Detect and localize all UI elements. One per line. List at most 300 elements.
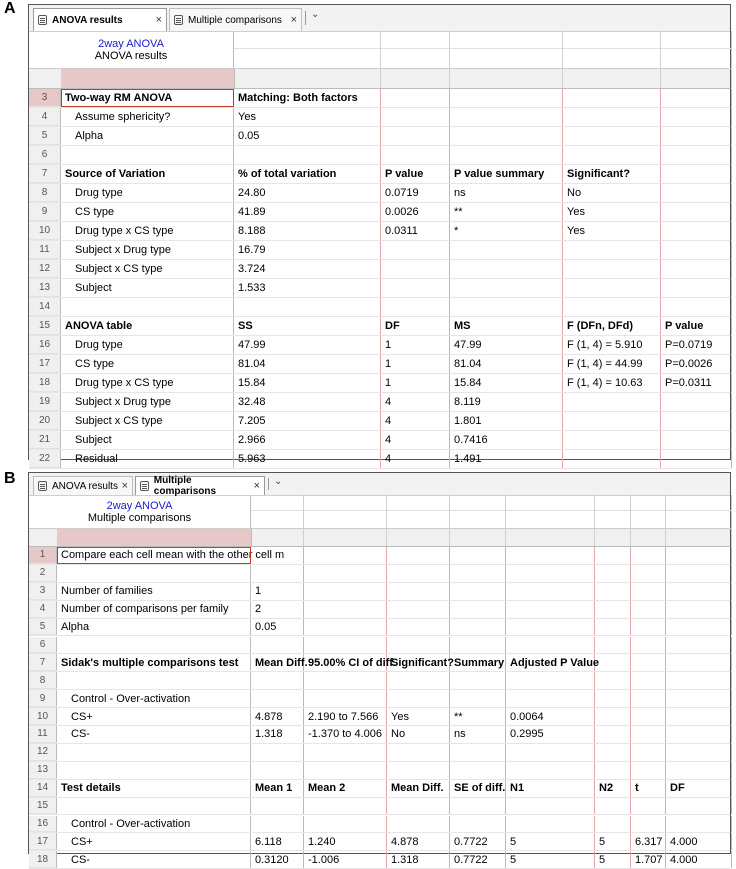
data-cell[interactable]: Mean 2 (304, 780, 387, 797)
row-label-cell[interactable] (57, 565, 251, 582)
data-cell[interactable] (450, 762, 506, 779)
row-label-cell[interactable] (57, 637, 251, 654)
data-cell[interactable] (450, 583, 506, 600)
column-title-cell[interactable] (450, 529, 506, 546)
data-cell[interactable]: 0.7416 (450, 431, 563, 449)
close-icon[interactable]: × (121, 480, 128, 492)
data-cell[interactable]: 2 (251, 601, 304, 618)
row-label-cell[interactable]: CS+ (57, 708, 251, 725)
data-cell[interactable] (666, 637, 732, 654)
data-cell[interactable] (450, 127, 563, 145)
data-cell[interactable] (506, 816, 595, 833)
data-cell[interactable]: 1 (381, 336, 450, 354)
data-cell[interactable]: Adjusted P Value (506, 654, 595, 671)
data-cell[interactable] (666, 762, 732, 779)
tab-anova-results[interactable] (33, 476, 133, 495)
data-cell[interactable] (563, 412, 661, 430)
data-cell[interactable] (251, 565, 304, 582)
data-cell[interactable] (563, 127, 661, 145)
data-cell[interactable] (661, 146, 732, 164)
data-cell[interactable] (381, 241, 450, 259)
data-cell[interactable]: 1.240 (304, 833, 387, 850)
row-label-cell[interactable]: CS- (57, 726, 251, 743)
data-cell[interactable] (661, 108, 732, 126)
data-cell[interactable]: 95.00% CI of diff. (304, 654, 387, 671)
row-label-cell[interactable] (57, 762, 251, 779)
data-cell[interactable]: DF (381, 317, 450, 335)
data-cell[interactable]: 1 (381, 374, 450, 392)
data-cell[interactable] (661, 431, 732, 449)
data-cell[interactable] (506, 619, 595, 636)
row-number[interactable]: 21 (29, 431, 61, 449)
column-title-selected[interactable] (61, 69, 235, 88)
data-cell[interactable] (661, 203, 732, 221)
data-cell[interactable] (251, 762, 304, 779)
column-title-cell[interactable] (666, 529, 732, 546)
data-cell[interactable]: 5 (506, 833, 595, 850)
data-cell[interactable] (251, 816, 304, 833)
data-cell[interactable] (506, 744, 595, 761)
column-header-cell[interactable] (506, 495, 595, 529)
data-cell[interactable] (563, 298, 661, 316)
data-cell[interactable]: 81.04 (450, 355, 563, 373)
row-number[interactable]: 7 (29, 165, 61, 183)
data-cell[interactable] (595, 565, 631, 582)
data-cell[interactable] (251, 672, 304, 689)
row-number[interactable]: 6 (29, 146, 61, 164)
row-number[interactable]: 8 (29, 184, 61, 202)
row-label-cell[interactable]: ANOVA table (61, 317, 234, 335)
data-cell[interactable]: 4.000 (666, 851, 732, 868)
data-cell[interactable]: F (DFn, DFd) (563, 317, 661, 335)
row-label-cell[interactable]: Subject (61, 431, 234, 449)
row-number[interactable]: 13 (29, 762, 57, 779)
data-cell[interactable] (304, 637, 387, 654)
data-cell[interactable]: 5.963 (234, 450, 381, 468)
row-label-cell[interactable]: Alpha (61, 127, 234, 145)
data-cell[interactable] (304, 672, 387, 689)
row-label-cell[interactable]: Sidak's multiple comparisons test (57, 654, 251, 671)
data-cell[interactable] (661, 127, 732, 145)
data-cell[interactable] (631, 672, 666, 689)
column-header-cell[interactable] (595, 495, 631, 529)
data-cell[interactable]: Mean Diff. (251, 654, 304, 671)
row-label-cell[interactable]: Subject x CS type (61, 260, 234, 278)
data-cell[interactable] (304, 565, 387, 582)
data-cell[interactable] (450, 601, 506, 618)
row-number[interactable]: 5 (29, 619, 57, 636)
data-cell[interactable] (595, 690, 631, 707)
data-cell[interactable] (387, 601, 450, 618)
data-cell[interactable] (304, 601, 387, 618)
row-number[interactable]: 16 (29, 816, 57, 833)
data-cell[interactable]: 2.966 (234, 431, 381, 449)
data-cell[interactable] (304, 619, 387, 636)
row-label-cell[interactable] (57, 798, 251, 815)
column-title-cell[interactable] (387, 529, 450, 546)
data-cell[interactable]: 0.2995 (506, 726, 595, 743)
data-cell[interactable]: 15.84 (450, 374, 563, 392)
data-cell[interactable]: P value (661, 317, 732, 335)
data-cell[interactable]: 4 (381, 431, 450, 449)
data-cell[interactable] (661, 279, 732, 297)
column-title-cell[interactable] (234, 69, 381, 88)
data-cell[interactable]: P=0.0311 (661, 374, 732, 392)
row-label-cell[interactable]: Compare each cell mean with the other cell m (57, 547, 251, 564)
data-cell[interactable] (506, 547, 595, 564)
data-cell[interactable]: 6.317 (631, 833, 666, 850)
data-cell[interactable] (666, 619, 732, 636)
data-cell[interactable]: F (1, 4) = 44.99 (563, 355, 661, 373)
data-cell[interactable] (506, 565, 595, 582)
row-number[interactable]: 2 (29, 565, 57, 582)
data-cell[interactable] (381, 89, 450, 107)
data-cell[interactable]: ns (450, 184, 563, 202)
row-number[interactable]: 20 (29, 412, 61, 430)
data-cell[interactable]: 24.80 (234, 184, 381, 202)
data-cell[interactable]: 1.491 (450, 450, 563, 468)
data-cell[interactable] (631, 547, 666, 564)
data-cell[interactable]: -1.370 to 4.006 (304, 726, 387, 743)
data-cell[interactable] (631, 619, 666, 636)
data-cell[interactable]: 0.0026 (381, 203, 450, 221)
tab-multiple-comparisons[interactable] (135, 476, 265, 495)
column-title-cell[interactable] (595, 529, 631, 546)
data-cell[interactable]: Significant? (563, 165, 661, 183)
data-cell[interactable]: 0.0064 (506, 708, 595, 725)
data-cell[interactable]: Summary (450, 654, 506, 671)
data-cell[interactable] (666, 654, 732, 671)
data-cell[interactable]: 41.89 (234, 203, 381, 221)
data-cell[interactable]: 0.05 (251, 619, 304, 636)
row-number[interactable]: 12 (29, 260, 61, 278)
row-label-cell[interactable]: Residual (61, 450, 234, 468)
row-number[interactable]: 7 (29, 654, 57, 671)
chevron-down-icon[interactable]: ⌄ (311, 9, 320, 20)
data-cell[interactable]: 2.190 to 7.566 (304, 708, 387, 725)
column-title-cell[interactable] (450, 69, 563, 88)
column-header-cell[interactable] (666, 495, 732, 529)
tab-anova-results[interactable] (33, 8, 167, 31)
row-label-cell[interactable]: Subject x Drug type (61, 393, 234, 411)
data-cell[interactable] (666, 672, 732, 689)
data-cell[interactable]: 8.188 (234, 222, 381, 240)
row-label-cell[interactable]: Number of comparisons per family (57, 601, 251, 618)
data-cell[interactable] (666, 726, 732, 743)
data-cell[interactable] (387, 619, 450, 636)
data-cell[interactable] (387, 798, 450, 815)
data-cell[interactable]: 4.000 (666, 833, 732, 850)
data-cell[interactable] (381, 146, 450, 164)
data-cell[interactable]: 0.05 (234, 127, 381, 145)
data-cell[interactable]: 81.04 (234, 355, 381, 373)
row-label-cell[interactable]: Drug type (61, 336, 234, 354)
data-cell[interactable] (666, 565, 732, 582)
row-label-cell[interactable]: Subject (61, 279, 234, 297)
data-cell[interactable] (666, 601, 732, 618)
row-number[interactable]: 10 (29, 222, 61, 240)
row-label-cell[interactable]: CS- (57, 851, 251, 868)
row-number[interactable]: 9 (29, 203, 61, 221)
data-cell[interactable] (631, 601, 666, 618)
data-cell[interactable] (595, 762, 631, 779)
data-cell[interactable] (450, 298, 563, 316)
row-label-cell[interactable] (57, 672, 251, 689)
data-cell[interactable] (387, 762, 450, 779)
row-label-cell[interactable]: Two-way RM ANOVA (61, 89, 234, 107)
data-cell[interactable] (450, 108, 563, 126)
data-cell[interactable] (251, 744, 304, 761)
data-cell[interactable] (661, 260, 732, 278)
row-number[interactable]: 12 (29, 744, 57, 761)
data-cell[interactable] (666, 816, 732, 833)
column-title-selected[interactable] (57, 529, 252, 546)
data-cell[interactable] (661, 165, 732, 183)
data-cell[interactable] (595, 547, 631, 564)
close-icon[interactable]: × (290, 14, 297, 26)
data-cell[interactable]: 15.84 (234, 374, 381, 392)
row-number[interactable]: 16 (29, 336, 61, 354)
row-label-cell[interactable]: Assume sphericity? (61, 108, 234, 126)
data-cell[interactable] (666, 798, 732, 815)
data-cell[interactable] (304, 816, 387, 833)
data-cell[interactable] (450, 672, 506, 689)
row-number[interactable]: 19 (29, 393, 61, 411)
column-header-cell[interactable] (450, 495, 506, 529)
data-cell[interactable] (506, 637, 595, 654)
data-cell[interactable] (661, 393, 732, 411)
column-title-cell[interactable] (251, 529, 304, 546)
data-cell[interactable]: 5 (595, 833, 631, 850)
data-cell[interactable]: Matching: Both factors (234, 89, 381, 107)
data-cell[interactable] (450, 619, 506, 636)
row-number[interactable]: 15 (29, 317, 61, 335)
data-cell[interactable] (381, 298, 450, 316)
close-icon[interactable]: × (253, 480, 260, 492)
row-number[interactable]: 13 (29, 279, 61, 297)
data-cell[interactable]: N2 (595, 780, 631, 797)
data-cell[interactable] (595, 798, 631, 815)
data-cell[interactable] (450, 798, 506, 815)
data-cell[interactable]: Significant? (387, 654, 450, 671)
data-cell[interactable]: Yes (563, 203, 661, 221)
data-cell[interactable]: 0.7722 (450, 833, 506, 850)
data-cell[interactable] (661, 184, 732, 202)
data-cell[interactable] (563, 393, 661, 411)
data-cell[interactable] (666, 708, 732, 725)
data-cell[interactable] (381, 260, 450, 278)
row-number[interactable]: 4 (29, 601, 57, 618)
data-cell[interactable] (563, 431, 661, 449)
data-cell[interactable] (506, 583, 595, 600)
row-number[interactable]: 3 (29, 89, 61, 107)
data-cell[interactable]: No (387, 726, 450, 743)
row-number[interactable]: 17 (29, 355, 61, 373)
data-cell[interactable]: P value (381, 165, 450, 183)
data-cell[interactable] (595, 744, 631, 761)
data-cell[interactable] (450, 547, 506, 564)
row-label-cell[interactable]: Drug type x CS type (61, 222, 234, 240)
data-cell[interactable]: 5 (506, 851, 595, 868)
data-cell[interactable] (666, 583, 732, 600)
data-cell[interactable] (234, 298, 381, 316)
data-cell[interactable]: P=0.0719 (661, 336, 732, 354)
data-cell[interactable] (595, 583, 631, 600)
row-label-cell[interactable]: CS type (61, 355, 234, 373)
data-cell[interactable] (304, 547, 387, 564)
data-cell[interactable] (251, 690, 304, 707)
data-cell[interactable] (387, 690, 450, 707)
row-number[interactable]: 3 (29, 583, 57, 600)
data-cell[interactable]: 4 (381, 412, 450, 430)
data-cell[interactable] (563, 260, 661, 278)
data-cell[interactable] (387, 637, 450, 654)
data-cell[interactable]: Yes (387, 708, 450, 725)
data-cell[interactable]: 4.878 (251, 708, 304, 725)
row-label-cell[interactable]: Test details (57, 780, 251, 797)
data-cell[interactable]: Yes (234, 108, 381, 126)
data-cell[interactable] (661, 298, 732, 316)
row-number[interactable]: 6 (29, 637, 57, 654)
data-cell[interactable]: F (1, 4) = 5.910 (563, 336, 661, 354)
data-cell[interactable] (381, 127, 450, 145)
column-title-cell[interactable] (304, 529, 387, 546)
data-cell[interactable] (304, 744, 387, 761)
data-cell[interactable] (595, 637, 631, 654)
column-header-cell[interactable] (304, 495, 387, 529)
row-number[interactable]: 14 (29, 780, 57, 797)
data-cell[interactable] (450, 565, 506, 582)
data-cell[interactable]: No (563, 184, 661, 202)
data-cell[interactable]: 1.707 (631, 851, 666, 868)
row-label-cell[interactable]: CS+ (57, 833, 251, 850)
column-header-cell[interactable] (631, 495, 666, 529)
data-cell[interactable] (631, 583, 666, 600)
column-title-cell[interactable] (506, 529, 595, 546)
data-cell[interactable]: 1.318 (387, 851, 450, 868)
data-cell[interactable]: 47.99 (450, 336, 563, 354)
data-cell[interactable] (563, 108, 661, 126)
data-cell[interactable] (381, 279, 450, 297)
data-cell[interactable] (387, 672, 450, 689)
data-cell[interactable]: -1.006 (304, 851, 387, 868)
data-cell[interactable] (450, 816, 506, 833)
data-cell[interactable]: DF (666, 780, 732, 797)
data-cell[interactable] (631, 816, 666, 833)
data-cell[interactable] (506, 762, 595, 779)
data-cell[interactable]: ** (450, 203, 563, 221)
data-cell[interactable]: 32.48 (234, 393, 381, 411)
row-label-cell[interactable]: Source of Variation (61, 165, 234, 183)
data-cell[interactable]: 5 (595, 851, 631, 868)
column-title-cell[interactable] (381, 69, 450, 88)
data-cell[interactable]: ** (450, 708, 506, 725)
data-cell[interactable] (666, 744, 732, 761)
data-cell[interactable] (387, 744, 450, 761)
data-cell[interactable]: P=0.0026 (661, 355, 732, 373)
data-cell[interactable]: N1 (506, 780, 595, 797)
row-label-cell[interactable]: CS type (61, 203, 234, 221)
data-cell[interactable]: 3.724 (234, 260, 381, 278)
data-cell[interactable] (381, 108, 450, 126)
row-number[interactable]: 4 (29, 108, 61, 126)
data-cell[interactable]: 0.0311 (381, 222, 450, 240)
row-number[interactable]: 11 (29, 726, 57, 743)
row-number[interactable]: 8 (29, 672, 57, 689)
data-cell[interactable] (251, 637, 304, 654)
row-number[interactable]: 14 (29, 298, 61, 316)
data-cell[interactable] (661, 412, 732, 430)
tab-multiple-comparisons[interactable] (169, 8, 302, 31)
data-cell[interactable]: 0.3120 (251, 851, 304, 868)
data-cell[interactable] (387, 583, 450, 600)
data-cell[interactable] (450, 89, 563, 107)
data-cell[interactable] (563, 450, 661, 468)
data-cell[interactable] (387, 565, 450, 582)
data-cell[interactable]: 6.118 (251, 833, 304, 850)
data-cell[interactable] (506, 798, 595, 815)
row-label-cell[interactable]: Control - Over-activation (57, 690, 251, 707)
data-cell[interactable] (450, 279, 563, 297)
data-cell[interactable]: MS (450, 317, 563, 335)
data-cell[interactable]: 4.878 (387, 833, 450, 850)
data-cell[interactable]: 1 (381, 355, 450, 373)
row-label-cell[interactable]: Alpha (57, 619, 251, 636)
row-label-cell[interactable]: Subject x Drug type (61, 241, 234, 259)
data-cell[interactable] (595, 601, 631, 618)
row-label-cell[interactable]: Drug type (61, 184, 234, 202)
data-cell[interactable]: 16.79 (234, 241, 381, 259)
data-cell[interactable] (666, 690, 732, 707)
data-cell[interactable] (661, 89, 732, 107)
data-cell[interactable] (631, 654, 666, 671)
data-cell[interactable] (563, 146, 661, 164)
data-cell[interactable] (251, 798, 304, 815)
row-number[interactable]: 15 (29, 798, 57, 815)
column-header-cell[interactable] (563, 31, 661, 69)
column-header-cell[interactable] (381, 31, 450, 69)
row-number[interactable]: 11 (29, 241, 61, 259)
data-cell[interactable] (595, 619, 631, 636)
data-cell[interactable] (661, 450, 732, 468)
row-label-cell[interactable] (61, 298, 234, 316)
data-cell[interactable] (304, 762, 387, 779)
data-cell[interactable]: F (1, 4) = 10.63 (563, 374, 661, 392)
row-number[interactable]: 18 (29, 374, 61, 392)
data-cell[interactable]: 4 (381, 450, 450, 468)
data-cell[interactable]: 7.205 (234, 412, 381, 430)
data-cell[interactable] (595, 816, 631, 833)
data-cell[interactable] (450, 260, 563, 278)
data-cell[interactable]: 1.318 (251, 726, 304, 743)
data-cell[interactable] (563, 279, 661, 297)
data-cell[interactable] (506, 672, 595, 689)
data-cell[interactable] (631, 690, 666, 707)
data-cell[interactable] (450, 744, 506, 761)
data-cell[interactable] (631, 637, 666, 654)
data-cell[interactable] (304, 798, 387, 815)
row-number[interactable]: 18 (29, 851, 57, 868)
data-cell[interactable]: 1 (251, 583, 304, 600)
column-title-cell[interactable] (631, 529, 666, 546)
row-number[interactable]: 22 (29, 450, 61, 468)
row-number[interactable]: 5 (29, 127, 61, 145)
data-cell[interactable] (661, 241, 732, 259)
data-cell[interactable]: 0.0719 (381, 184, 450, 202)
data-cell[interactable] (631, 726, 666, 743)
data-cell[interactable] (304, 690, 387, 707)
column-title-cell[interactable] (661, 69, 732, 88)
